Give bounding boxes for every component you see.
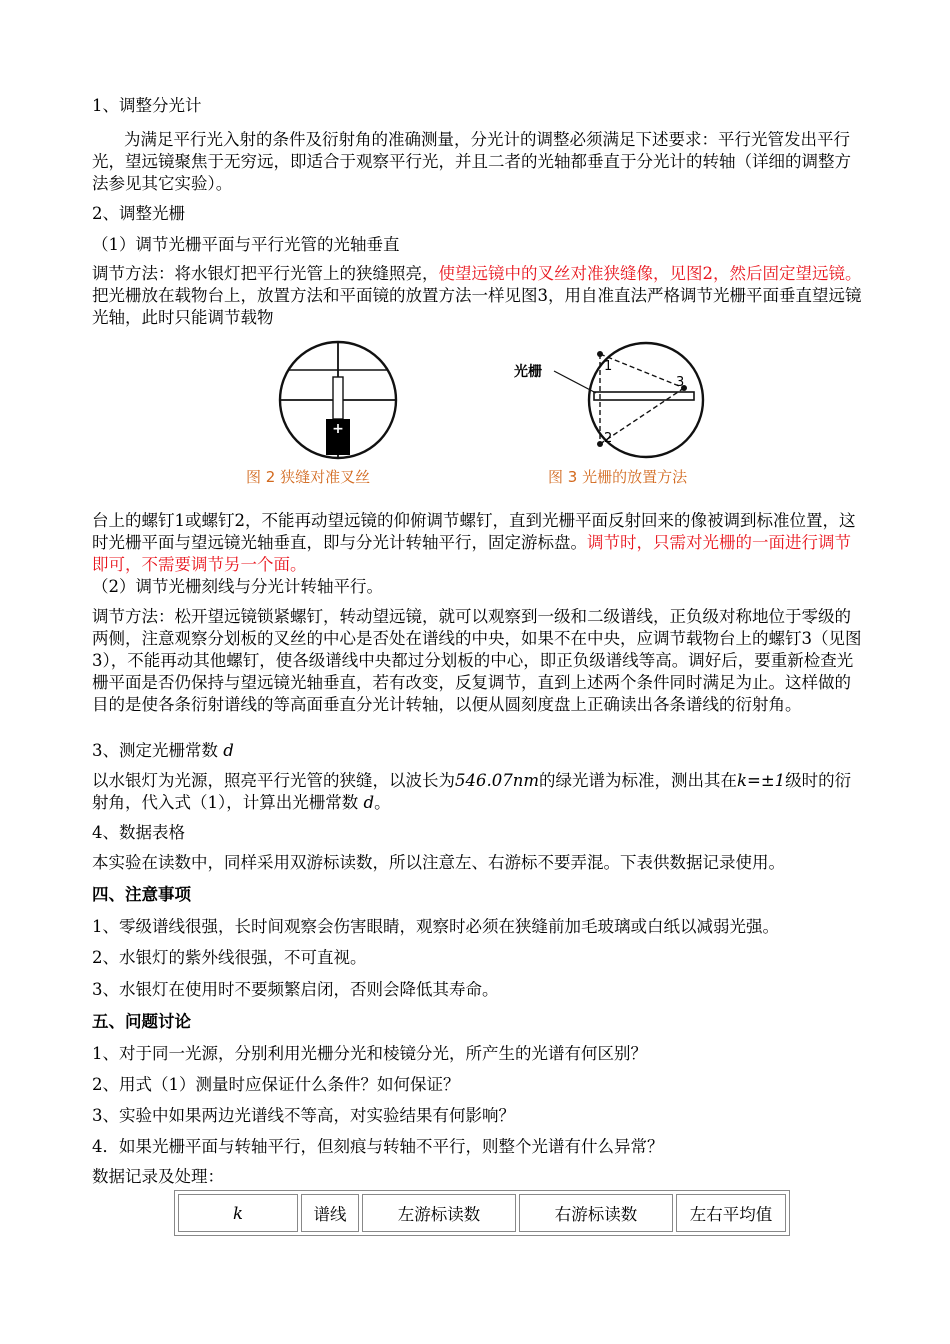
table-header-line: 谱线 bbox=[301, 1194, 359, 1232]
data-record-label: 数据记录及处理： bbox=[92, 1167, 224, 1186]
gc-order: k=±1 bbox=[737, 771, 786, 790]
paragraph-method-1 bbox=[92, 263, 867, 329]
table-header-row bbox=[178, 1194, 786, 1232]
table-header-left-vernier: 左游标读数 bbox=[362, 1194, 516, 1232]
paragraph-data-table: 本实验在读数中，同样采用双游标读数，所以注意左、右游标不要弄混。下表供数据记录使用。 bbox=[92, 853, 785, 872]
paragraph-method-1-continued bbox=[92, 510, 867, 576]
paragraph-method-2: 调节方法：松开望远镜锁紧螺钉，转动望远镜，就可以观察到一级和二级谱线，正负级对称地位于零级的两侧，注意观察分划板的叉丝的中心是否处在谱线的中央，如果不在中央，应调节载物台上的螺钉3（见图3），不能再动其他螺钉，使各级谱线中央都过分划板的中心，即正负级谱线等高。调好后，要重新检查光栅平面是否仍保持与望远镜光轴垂直，若有改变，反复调节，直到上述两个条件同时满足为止。这样做的目的是使各条衍射谱线的等高面垂直分光计转轴，以便从圆刻度盘上正确读出各条谱线的衍射角。 bbox=[92, 607, 862, 714]
grating-constant-heading-text: 3、测定光栅常数 bbox=[92, 741, 224, 760]
method1-highlight-2: 调节时，只需对光栅的一面进行调节即可，不需要调节另一个面。 bbox=[92, 533, 851, 574]
svg-text:+: + bbox=[332, 421, 344, 437]
paragraph-grating-constant bbox=[92, 770, 867, 814]
section-heading-adjust-grating: 2、调整光栅 bbox=[92, 204, 185, 223]
table-header-right-vernier: 右游标读数 bbox=[519, 1194, 673, 1232]
table-header-average: 左右平均值 bbox=[676, 1194, 786, 1232]
method1-highlight: 使望远镜中的叉丝对准狭缝像，见图2，然后固定望远镜。 bbox=[438, 264, 862, 283]
paragraph-spectrometer-requirements: 为满足平行光入射的条件及衍射角的准确测量，分光计的调整必须满足下述要求：平行光管发出平行光，望远镜聚焦于无穷远，即适合于观察平行光，并且二者的光轴都垂直于分光计的转轴（详细的调整方法参见其它实验）。 bbox=[92, 130, 851, 193]
figure-3-screw-1: 1 bbox=[604, 359, 613, 374]
figure-3-screw-2: 2 bbox=[604, 431, 613, 446]
note-item: 2、水银灯的紫外线很强，不可直视。 bbox=[92, 948, 367, 967]
discussion-item: 1、对于同一光源，分别利用光栅分光和棱镜分光，所产生的光谱有何区别？ bbox=[92, 1044, 647, 1063]
subheading-grating-lines-parallel: （2）调节光栅刻线与分光计转轴平行。 bbox=[92, 577, 383, 596]
data-record-table bbox=[174, 1190, 790, 1236]
gc-wavelength: 546.07nm bbox=[455, 771, 540, 790]
gc-text-end: 。 bbox=[374, 793, 391, 812]
subheading-grating-perpendicular: （1）调节光栅平面与平行光管的光轴垂直 bbox=[92, 235, 400, 254]
note-item: 1、零级谱线很强，长时间观察会伤害眼睛，观察时必须在狭缝前加毛玻璃或白纸以减弱光强。 bbox=[92, 917, 779, 936]
note-item: 3、水银灯在使用时不要频繁启闭，否则会降低其寿命。 bbox=[92, 980, 499, 999]
gc-text-c: 级时的衍射角，代入式（1），计算出光栅常数 bbox=[92, 771, 852, 812]
section-heading-data-table: 4、数据表格 bbox=[92, 823, 185, 842]
method1-text-b: 把光栅放在载物台上，放置方法和平面镜的放置方法一样见图3，用自准直法严格调节光栅平面垂直望远镜光轴，此时只能调节载物 bbox=[92, 286, 862, 327]
gc-variable-d: d bbox=[363, 793, 375, 812]
method1-text-a: 调节方法：将水银灯把平行光管上的狭缝照亮， bbox=[92, 264, 439, 283]
figure-3-grating-placement bbox=[512, 338, 722, 463]
gc-text-a: 以水银灯为光源，照亮平行光管的狭缝，以波长为 bbox=[92, 771, 455, 790]
discussion-item: 4．如果光栅平面与转轴平行，但刻痕与转轴不平行，则整个光谱有什么异常？ bbox=[92, 1137, 664, 1156]
figure-3-screw-3: 3 bbox=[676, 375, 685, 390]
figure-3-caption: 图 3 光栅的放置方法 bbox=[548, 468, 688, 486]
section-heading-adjust-spectrometer: 1、调整分光计 bbox=[92, 96, 202, 115]
section-heading-grating-constant bbox=[92, 740, 867, 762]
table-header-k: k bbox=[178, 1194, 298, 1232]
discussion-item: 2、用式（1）测量时应保证什么条件？如何保证？ bbox=[92, 1075, 460, 1094]
figure-2-caption: 图 2 狭缝对准叉丝 bbox=[246, 468, 371, 486]
method1-text-c: 台上的螺钉1或螺钉2，不能再动望远镜的仰俯调节螺钉，直到光栅平面反射回来的像被调到标准位置，这时光栅平面与望远镜光轴垂直，即与分光计转轴平行，固定游标盘。 bbox=[92, 511, 856, 552]
grating-constant-variable: d bbox=[223, 741, 234, 760]
gc-text-b: 的绿光谱为标准，测出其在 bbox=[539, 771, 738, 790]
section-heading-discussion: 五、问题讨论 bbox=[92, 1012, 191, 1031]
section-heading-notes: 四、注意事项 bbox=[92, 885, 191, 904]
figure-3-grating-label: 光栅 bbox=[514, 364, 542, 380]
discussion-item: 3、实验中如果两边光谱线不等高，对实验结果有何影响？ bbox=[92, 1106, 515, 1125]
